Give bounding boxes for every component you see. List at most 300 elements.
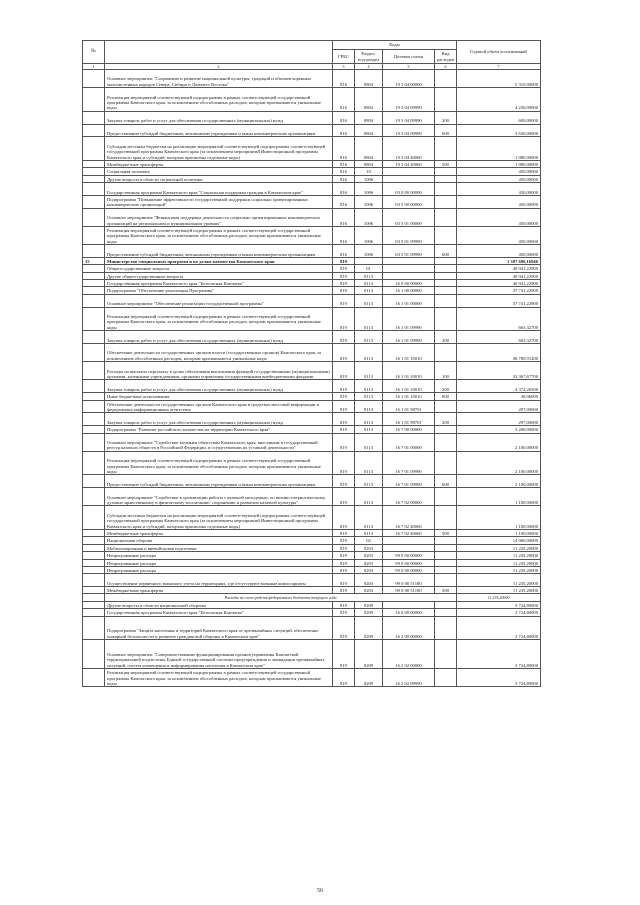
table-row — [83, 529, 541, 536]
row-amount: 11 235,20000 — [457, 587, 541, 594]
row-name: Закупка товаров, работ и услуг для обеспечения государственных (муниципальных) нужд — [105, 380, 333, 393]
row-grbs: 819 — [333, 257, 355, 264]
row-target: 16 1 01 09990 — [383, 307, 435, 331]
row-type — [435, 544, 457, 551]
row-number — [83, 616, 105, 640]
row-number — [83, 529, 105, 536]
row-amount: 1 100,00000 — [457, 488, 541, 506]
row-section: 0113 — [355, 287, 383, 294]
row-name: Реализация мероприятий соответствующей подпрограммы в рамках соответствующей государственной программы Камчатского края, за исключением обособленных расходов, которым присваиваются уникальные коды — [105, 307, 333, 331]
row-type — [435, 294, 457, 307]
row-type — [435, 344, 457, 362]
table-row — [83, 451, 541, 475]
row-type — [435, 451, 457, 475]
row-target: 19 3 04 00000 — [383, 70, 435, 88]
row-type — [435, 506, 457, 530]
row-section: 0113 — [355, 307, 383, 331]
row-target: 16 7 00 00000 — [383, 426, 435, 433]
row-number — [83, 587, 105, 594]
row-type — [435, 400, 457, 413]
row-number — [83, 287, 105, 294]
row-type — [435, 566, 457, 573]
row-section: 0113 — [355, 294, 383, 307]
row-name: Непрограммные расходы — [105, 566, 333, 573]
row-amount: 3 724,80000 — [457, 616, 541, 640]
row-number — [83, 400, 105, 413]
row-number — [83, 70, 105, 88]
row-amount: 5 310,00000 — [457, 70, 541, 88]
table-row — [83, 413, 541, 426]
row-name: Социальная политика — [105, 168, 333, 175]
row-name: Расходы за счет средств федерального бюджета текущего года — [105, 594, 457, 601]
row-target: 03 5 01 09990 — [383, 245, 435, 258]
row-name: Другие общегосударственные вопросы — [105, 272, 333, 279]
table-row — [83, 587, 541, 594]
row-name: Подпрограмма "Защита населения и территорий Камчатского края от чрезвычайных ситуаций, обеспечение пожарной безопасности и развитие гражданской обороны в Камчатском крае" — [105, 616, 333, 640]
row-name: Подпрограмма "Повышение эффективности государственной поддержки социально ориентированных некоммерческих организаций" — [105, 195, 333, 208]
row-grbs: 816 — [333, 70, 355, 88]
row-name: Субсидии местным бюджетам на реализацию мероприятий соответствующей подпрограммы соответствующей государственной программы Камчатского края (за исключением мероприятий Инвестиционной программы Камчатского края и субсидий, которым присвоены отдельные коды) — [105, 506, 333, 530]
row-number — [83, 88, 105, 112]
table-row — [83, 669, 541, 687]
row-section: 0113 — [355, 475, 383, 488]
row-amount: 3 630,00000 — [457, 124, 541, 137]
page-number: 56 — [317, 888, 323, 894]
row-target: 16 1 00 00000 — [383, 287, 435, 294]
row-amount: 450,00000 — [457, 168, 541, 175]
row-amount: 297,00000 — [457, 413, 541, 426]
row-target: 99 0 00 51180 — [383, 587, 435, 594]
table-row — [83, 640, 541, 669]
row-section: 0113 — [355, 488, 383, 506]
row-number — [83, 208, 105, 226]
row-number — [83, 168, 105, 175]
row-section: 0804 — [355, 124, 383, 137]
row-amount: 3 724,80000 — [457, 601, 541, 608]
row-name: Реализация мероприятий соответствующей подпрограммы в рамках соответствующей государственной программы Камчатского края, за исключением обособленных расходов, которым присваиваются уникальные коды — [105, 451, 333, 475]
row-grbs: 819 — [333, 451, 355, 475]
row-name: Реализация мероприятий соответствующей подпрограммы в рамках соответствующей государственной программы Камчатского края, за исключением обособленных расходов, которым присваиваются уникальные коды — [105, 669, 333, 687]
row-number — [83, 195, 105, 208]
row-name: Иные бюджетные ассигнования — [105, 393, 333, 400]
row-target: 19 3 04 40060 — [383, 160, 435, 167]
row-grbs: 816 — [333, 160, 355, 167]
row-grbs: 819 — [333, 426, 355, 433]
colnum-1: 1 — [83, 64, 105, 70]
row-type — [435, 137, 457, 161]
row-name: Обеспечение деятельности государственных органов власти (государственных органов) Камчатского края, за исключением обособленных расходов, которым присваиваются уникальные коды — [105, 344, 333, 362]
row-type — [435, 669, 457, 687]
row-section: 0804 — [355, 160, 383, 167]
row-number — [83, 393, 105, 400]
table-row — [83, 195, 541, 208]
row-type — [435, 257, 457, 264]
row-number — [83, 544, 105, 551]
row-type — [435, 183, 457, 196]
row-target — [383, 265, 435, 272]
row-section: 0113 — [355, 433, 383, 451]
row-grbs: 819 — [333, 400, 355, 413]
row-grbs: 819 — [333, 344, 355, 362]
row-name: Другие вопросы в области социальной политики — [105, 175, 333, 182]
row-number — [83, 124, 105, 137]
row-amount: 40 941,22900 — [457, 265, 541, 272]
table-row — [83, 175, 541, 182]
header-annual: Годовой объем ассигнований — [457, 41, 541, 64]
row-number — [83, 413, 105, 426]
row-target: 99 0 00 00000 — [383, 566, 435, 573]
table-row — [83, 506, 541, 530]
row-target: 16 2 02 00000 — [383, 640, 435, 669]
table-row — [83, 594, 541, 601]
row-name: Основное мероприятие "Содействие казачьим обществам Камчатского края, внесенным в государственный реестр казачьих обществ в Российской Федерации, в осуществлении их уставной деятельности" — [105, 433, 333, 451]
row-grbs: 819 — [333, 587, 355, 594]
row-amount: 14 960,00000 — [457, 537, 541, 544]
table-row — [83, 609, 541, 616]
row-amount: 1 387 696,16946 — [457, 257, 541, 264]
row-type — [435, 88, 457, 112]
row-grbs: 819 — [333, 265, 355, 272]
row-number — [83, 362, 105, 380]
row-number — [83, 137, 105, 161]
row-amount: 32 367,67700 — [457, 362, 541, 380]
table-row — [83, 124, 541, 137]
row-target: 03 5 01 09990 — [383, 226, 435, 244]
row-name: Подпрограмма "Развитие российского казачества на территории Камчатского края" — [105, 426, 333, 433]
row-type — [435, 574, 457, 587]
colnum-2: 2 — [105, 64, 333, 70]
row-amount: 3 724,80000 — [457, 669, 541, 687]
row-type: 600 — [435, 475, 457, 488]
row-amount: 4 230,00000 — [457, 88, 541, 112]
row-target — [383, 601, 435, 608]
row-section — [355, 257, 383, 264]
row-amount: 3 200,00000 — [457, 426, 541, 433]
colnum-7: 7 — [457, 64, 541, 70]
row-section: 1006 — [355, 175, 383, 182]
row-type — [435, 488, 457, 506]
row-target: 16 1 01 98701 — [383, 413, 435, 426]
row-type — [435, 426, 457, 433]
row-type: 500 — [435, 529, 457, 536]
row-grbs: 819 — [333, 433, 355, 451]
row-type — [435, 307, 457, 331]
row-section: 0209 — [355, 601, 383, 608]
row-grbs: 816 — [333, 124, 355, 137]
row-section: 0113 — [355, 362, 383, 380]
row-target — [383, 175, 435, 182]
row-number — [83, 433, 105, 451]
header-target: Целевая статья — [383, 50, 435, 64]
row-target: 16 7 02 40060 — [383, 506, 435, 530]
row-number: 15 — [83, 257, 105, 264]
row-section: 10 — [355, 168, 383, 175]
colnum-6: 6 — [435, 64, 457, 70]
row-grbs: 819 — [333, 640, 355, 669]
row-target: 16 7 02 00000 — [383, 488, 435, 506]
row-grbs: 819 — [333, 362, 355, 380]
table-row — [83, 544, 541, 551]
row-amount: 40 941,22900 — [457, 280, 541, 287]
row-amount: 450,00000 — [457, 226, 541, 244]
row-number — [83, 640, 105, 669]
row-number — [83, 669, 105, 687]
row-name: Межбюджетные трансферты — [105, 587, 333, 594]
row-amount: 40 941,22900 — [457, 272, 541, 279]
table-row — [83, 137, 541, 161]
row-amount: 450,00000 — [457, 208, 541, 226]
row-type: 600 — [435, 245, 457, 258]
header-grbs: ГРБС — [333, 50, 355, 64]
row-target: 16 0 00 00000 — [383, 609, 435, 616]
row-section: 1006 — [355, 226, 383, 244]
row-grbs: 819 — [333, 307, 355, 331]
row-amount: 38,96000 — [457, 393, 541, 400]
row-name: Непрограммные расходы — [105, 559, 333, 566]
row-target — [383, 272, 435, 279]
row-grbs: 819 — [333, 488, 355, 506]
row-type — [435, 272, 457, 279]
row-type: 500 — [435, 587, 457, 594]
row-name: Общегосударственные вопросы — [105, 265, 333, 272]
row-name: Непрограммные расходы — [105, 552, 333, 559]
row-section: 0113 — [355, 272, 383, 279]
row-type — [435, 168, 457, 175]
row-amount: 3 724,80000 — [457, 640, 541, 669]
row-amount: 2 100,00000 — [457, 475, 541, 488]
row-section: 1006 — [355, 183, 383, 196]
row-target — [383, 537, 435, 544]
row-number — [83, 506, 105, 530]
row-target: 16 7 01 00000 — [383, 433, 435, 451]
row-number — [83, 160, 105, 167]
row-target: 03 0 00 00000 — [383, 183, 435, 196]
row-grbs: 819 — [333, 331, 355, 344]
row-section: 0113 — [355, 344, 383, 362]
row-name: Субсидии местным бюджетам на реализацию мероприятий соответствующей подпрограммы соответствующей государственной программы Камчатского края (за исключением мероприятий Инвестиционной программы Камчатского края и субсидий, которым присвоены отдельные коды) — [105, 137, 333, 161]
row-section: 0209 — [355, 609, 383, 616]
row-amount: 1 080,00000 — [457, 137, 541, 161]
row-grbs: 819 — [333, 552, 355, 559]
row-amount: 3 724,80000 — [457, 609, 541, 616]
row-amount: 2 100,00000 — [457, 451, 541, 475]
row-grbs: 819 — [333, 544, 355, 551]
row-grbs: 819 — [333, 566, 355, 573]
row-section: 0203 — [355, 559, 383, 566]
row-number — [83, 380, 105, 393]
table-row — [83, 426, 541, 433]
row-grbs: 819 — [333, 280, 355, 287]
table-row — [83, 488, 541, 506]
row-target: 99 0 00 00000 — [383, 552, 435, 559]
row-number — [83, 559, 105, 566]
row-section: 0203 — [355, 544, 383, 551]
row-amount: 4 372,26500 — [457, 380, 541, 393]
row-section: 0113 — [355, 380, 383, 393]
table-row — [83, 566, 541, 573]
row-grbs: 816 — [333, 175, 355, 182]
row-grbs: 819 — [333, 616, 355, 640]
row-section: 0113 — [355, 280, 383, 287]
row-type: 200 — [435, 380, 457, 393]
row-section: 01 — [355, 265, 383, 272]
row-grbs: 819 — [333, 669, 355, 687]
row-amount: 1 100,00000 — [457, 506, 541, 530]
row-name: Государственная программа Камчатского края "Безопасная Камчатка" — [105, 280, 333, 287]
row-number — [83, 566, 105, 573]
row-amount: 600,00000 — [457, 111, 541, 124]
row-amount: 11 235,20000 — [457, 574, 541, 587]
table-row — [83, 344, 541, 362]
row-number — [83, 111, 105, 124]
table-row — [83, 257, 541, 264]
row-type — [435, 70, 457, 88]
table-row — [83, 601, 541, 608]
table-row — [83, 245, 541, 258]
row-section: 0203 — [355, 566, 383, 573]
budget-table-sheet — [82, 40, 540, 687]
row-target: 16 1 01 10010 — [383, 393, 435, 400]
row-amount: 450,00000 — [457, 245, 541, 258]
row-grbs: 819 — [333, 272, 355, 279]
row-type — [435, 280, 457, 287]
table-row — [83, 208, 541, 226]
row-name: Межбюджетные трансферты — [105, 160, 333, 167]
row-type — [435, 287, 457, 294]
row-section: 0804 — [355, 70, 383, 88]
row-amount: 11 235,20000 — [457, 544, 541, 551]
table-row — [83, 380, 541, 393]
row-section: 0113 — [355, 400, 383, 413]
colnum-3: 3 — [333, 64, 355, 70]
row-section: 0209 — [355, 669, 383, 687]
row-target — [383, 544, 435, 551]
row-type — [435, 195, 457, 208]
row-target: 16 1 01 00000 — [383, 294, 435, 307]
table-row — [83, 287, 541, 294]
row-name: Закупка товаров, работ и услуг для обеспечения государственных (муниципальных) нужд — [105, 111, 333, 124]
table-row — [83, 183, 541, 196]
row-number — [83, 426, 105, 433]
row-number — [83, 488, 105, 506]
table-row — [83, 265, 541, 272]
row-section: 1006 — [355, 245, 383, 258]
row-section: 0113 — [355, 426, 383, 433]
row-number — [83, 265, 105, 272]
row-target: 16 1 01 09990 — [383, 331, 435, 344]
row-number — [83, 307, 105, 331]
colnum-5: 5 — [383, 64, 435, 70]
row-name: Расходы на выплаты персоналу в целях обеспечения выполнения функций государственными (муниципальными) органами, казенными учреждениями, органами управления государственными внебюджетными фондами — [105, 362, 333, 380]
row-amount: 11 235,20000 — [457, 566, 541, 573]
row-amount: 36 780,91200 — [457, 344, 541, 362]
row-type — [435, 609, 457, 616]
row-number — [83, 344, 105, 362]
row-amount: 37 741,22900 — [457, 294, 541, 307]
row-section: 0804 — [355, 111, 383, 124]
row-section: 0113 — [355, 331, 383, 344]
row-name: Закупка товаров, работ и услуг для обеспечения государственных (муниципальных) нужд — [105, 413, 333, 426]
row-type: 500 — [435, 160, 457, 167]
row-grbs: 819 — [333, 529, 355, 536]
row-grbs: 816 — [333, 111, 355, 124]
row-name: Государственная программа Камчатского края "Социальная поддержка граждан в Камчатском крае" — [105, 183, 333, 196]
row-target — [383, 168, 435, 175]
table-row — [83, 433, 541, 451]
table-row — [83, 475, 541, 488]
row-section: 02 — [355, 537, 383, 544]
row-amount: 663,32700 — [457, 307, 541, 331]
header-codes: Коды — [333, 41, 457, 50]
row-number — [83, 601, 105, 608]
row-section: 1006 — [355, 195, 383, 208]
header-number: № — [83, 41, 105, 64]
row-target: 16 7 01 09990 — [383, 451, 435, 475]
row-name: Основное мероприятие "Сохранение и развитие национальной культуры, традиций и обычаев коренных малочисленных народов Севера, Сибири и Дальнего Востока" — [105, 70, 333, 88]
row-name: Мобилизационная и вневойсковая подготовка — [105, 544, 333, 551]
row-number — [83, 245, 105, 258]
row-grbs: 819 — [333, 413, 355, 426]
row-name: Осуществление первичного воинского учета на территориях, где отсутствуют военные комиссариаты — [105, 574, 333, 587]
row-type — [435, 433, 457, 451]
row-amount: 2 100,00000 — [457, 433, 541, 451]
row-target: 19 3 04 09990 — [383, 124, 435, 137]
budget-table-body — [83, 70, 541, 687]
row-number — [83, 537, 105, 544]
row-section: 0113 — [355, 451, 383, 475]
row-target: 16 1 01 10010 — [383, 362, 435, 380]
row-target: 16 1 01 10010 — [383, 380, 435, 393]
row-number — [83, 183, 105, 196]
table-row — [83, 111, 541, 124]
table-row — [83, 280, 541, 287]
row-name: Предоставление субсидий бюджетным, автономным учреждениям и иным некоммерческим организациям — [105, 245, 333, 258]
row-amount: 11 235,20000 — [457, 594, 541, 601]
row-type — [435, 559, 457, 566]
row-amount: 450,00000 — [457, 195, 541, 208]
row-target: 03 5 00 00000 — [383, 195, 435, 208]
row-section: 0113 — [355, 529, 383, 536]
row-target: 16 2 00 00000 — [383, 616, 435, 640]
row-type: 100 — [435, 362, 457, 380]
row-type — [435, 537, 457, 544]
table-row — [83, 400, 541, 413]
row-type — [435, 175, 457, 182]
row-number — [83, 475, 105, 488]
row-number — [83, 280, 105, 287]
row-type — [435, 616, 457, 640]
table-row — [83, 272, 541, 279]
row-target: 99 0 00 00000 — [383, 559, 435, 566]
table-row — [83, 294, 541, 307]
row-name: Подпрограмма "Обеспечение реализации Программы" — [105, 287, 333, 294]
row-target: 16 7 01 09990 — [383, 475, 435, 488]
row-grbs: 819 — [333, 287, 355, 294]
row-target: 03 5 01 00000 — [383, 208, 435, 226]
row-grbs: 819 — [333, 475, 355, 488]
row-target: 16 7 02 40060 — [383, 529, 435, 536]
row-amount: 450,00000 — [457, 175, 541, 182]
row-grbs: 816 — [333, 245, 355, 258]
row-amount: 297,00000 — [457, 400, 541, 413]
row-name: Основное мероприятие "Совершенствование функционирования органов управления Камчатской территориальной подсистемы Единой государственной системы предупреждения и ликвидации чрезвычайных ситуаций, систем оповещения и информирования населения в Камчатском крае" — [105, 640, 333, 669]
table-row — [83, 88, 541, 112]
row-grbs: 819 — [333, 294, 355, 307]
row-grbs: 816 — [333, 168, 355, 175]
table-row — [83, 537, 541, 544]
table-row — [83, 331, 541, 344]
row-name: Реализация мероприятий соответствующей подпрограммы в рамках соответствующей государственной программы Камчатского края, за исключением обособленных расходов, которым присваиваются уникальные коды — [105, 88, 333, 112]
